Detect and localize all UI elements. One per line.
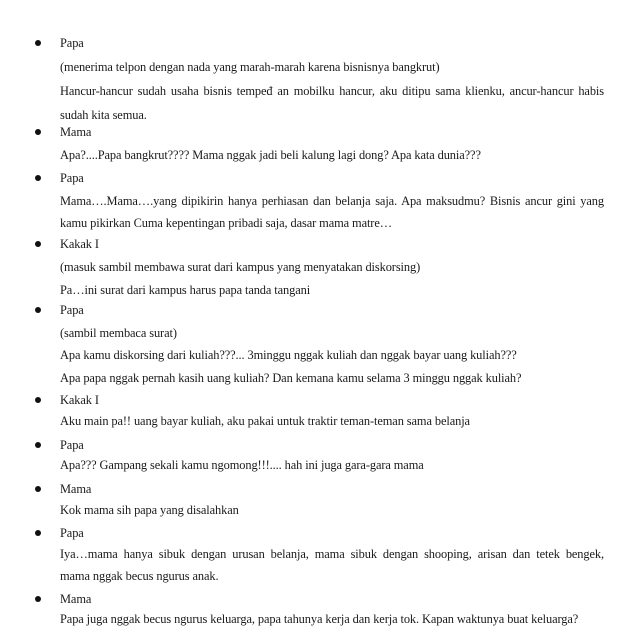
dialogue-line: Pa…ini surat dari kampus harus papa tanda tangani xyxy=(60,283,311,297)
dialogue-line: (masuk sambil membawa surat dari kampus yang menyatakan diskorsing) xyxy=(60,260,421,274)
speaker-name: Papa xyxy=(60,171,84,185)
dialogue-line: Mama….Mama….yang dipikirin hanya perhiasan dan belanja saja. Apa maksudmu? Bisnis ancur gini yang xyxy=(60,194,604,208)
bullet-icon xyxy=(35,129,41,135)
bullet-icon xyxy=(35,241,41,247)
dialogue-line: (menerima telpon dengan nada yang marah-marah karena bisnisnya bangkrut) xyxy=(60,60,440,74)
dialogue-line: Hancur-hancur sudah usaha bisnis tempeđ an mobilku hancur, aku ditipu sama klienku, ancur-hancur habis xyxy=(60,84,604,98)
bullet-icon xyxy=(35,175,41,181)
dialogue-line: Apa??? Gampang sekali kamu ngomong!!!.... hah ini juga gara-gara mama xyxy=(60,458,424,472)
bullet-icon xyxy=(35,307,41,313)
speaker-name: Mama xyxy=(60,592,92,606)
speaker-name: Papa xyxy=(60,526,84,540)
dialogue-line: Iya…mama hanya sibuk dengan urusan belanja, mama sibuk dengan shooping, arisan dan tetek bengek, xyxy=(60,547,604,561)
dialogue-line: Apa papa nggak pernah kasih uang kuliah? Dan kemana kamu selama 3 minggu nggak kuliah? xyxy=(60,371,522,385)
speaker-name: Papa xyxy=(60,36,84,50)
bullet-icon xyxy=(35,486,41,492)
bullet-icon xyxy=(35,442,41,448)
dialogue-line: Apa kamu diskorsing dari kuliah???... 3minggu nggak kuliah dan nggak bayar uang kuliah??? xyxy=(60,348,517,362)
dialogue-line: Apa?....Papa bangkrut???? Mama nggak jadi beli kalung lagi dong? Apa kata dunia??? xyxy=(60,148,481,162)
speaker-name: Papa xyxy=(60,438,84,452)
dialogue-line: Kok mama sih papa yang disalahkan xyxy=(60,503,239,517)
dialogue-line: mama nggak becus ngurus anak. xyxy=(60,569,219,583)
dialogue-line: kamu pikirkan Cuma kepentingan pribadi saja, dasar mama matre… xyxy=(60,216,393,230)
dialogue-line: Aku main pa!! uang bayar kuliah, aku pakai untuk traktir teman-teman sama belanja xyxy=(60,414,470,428)
bullet-icon xyxy=(35,530,41,536)
bullet-icon xyxy=(35,596,41,602)
dialogue-line: Papa juga nggak becus ngurus keluarga, papa tahunya kerja dan kerja tok. Kapan waktunya buat keluarga? xyxy=(60,612,579,626)
dialogue-line: (sambil membaca surat) xyxy=(60,326,177,340)
speaker-name: Papa xyxy=(60,303,84,317)
bullet-icon xyxy=(35,40,41,46)
dialogue-line: sudah kita semua. xyxy=(60,108,147,122)
bullet-icon xyxy=(35,397,41,403)
speaker-name: Mama xyxy=(60,125,92,139)
speaker-name: Mama xyxy=(60,482,92,496)
speaker-name: Kakak I xyxy=(60,393,99,407)
speaker-name: Kakak I xyxy=(60,237,99,251)
